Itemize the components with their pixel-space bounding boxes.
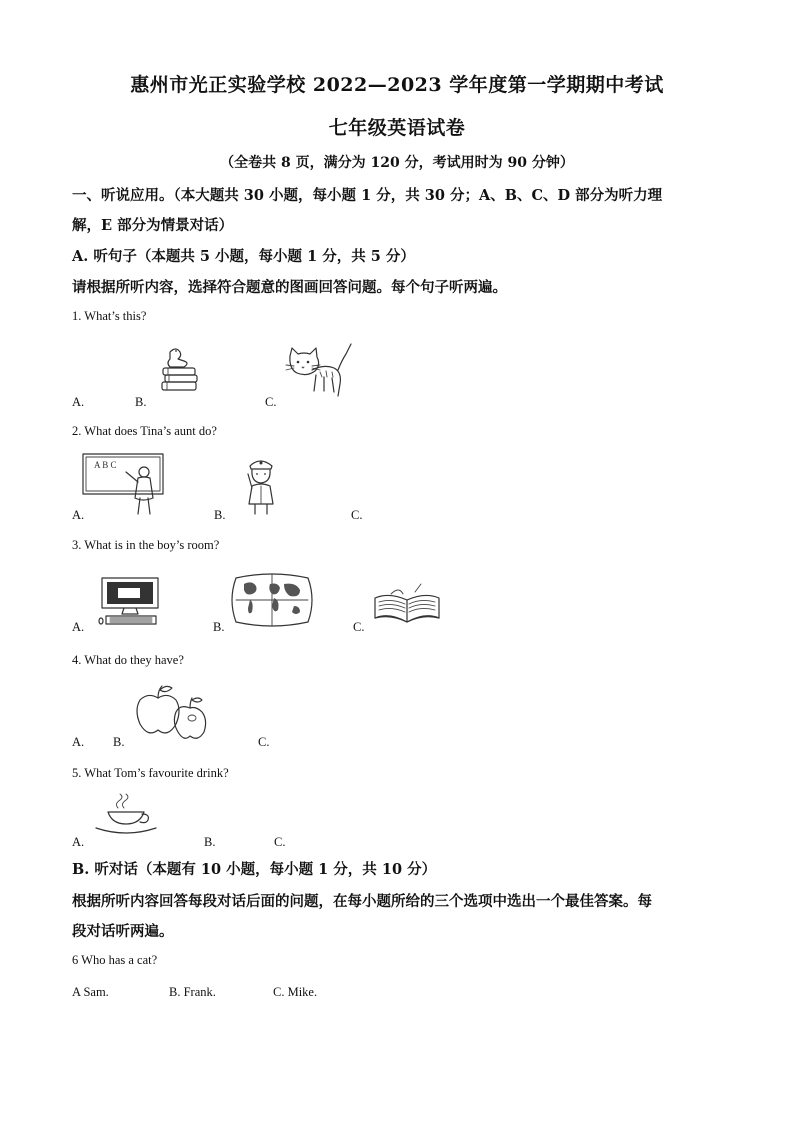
q1-option-c: C. [265, 395, 277, 409]
books-with-duck-image [160, 346, 200, 396]
q2-option-b: B. [214, 508, 226, 522]
open-book-image [371, 582, 443, 626]
q6-option-c: C. Mike. [273, 985, 318, 999]
partA-heading: A. 听句子（本题共 5 小题，每小题 1 分，共 5 分） [72, 248, 415, 265]
q3-option-a: A. [72, 620, 85, 634]
section1-heading-line1: 一、听说应用。（本大题共 30 小题，每小题 1 分，共 30 分；A、B、C、D 部分为听力理 [72, 187, 663, 204]
cup-of-tea-image [92, 794, 160, 838]
question-1: 1. What’s this? [72, 309, 147, 323]
q2-option-c: C. [351, 508, 363, 522]
question-3: 3. What is in the boy’s room? [72, 538, 220, 552]
question-4: 4. What do they have? [72, 653, 184, 667]
question-6: 6 Who has a cat? [72, 953, 158, 967]
partB-heading: B. 听对话（本题有 10 小题，每小题 1 分，共 10 分） [72, 861, 437, 878]
q4-option-b: B. [113, 735, 125, 749]
partB-instruction-line2: 段对话听两遍。 [72, 923, 174, 940]
q4-option-a: A. [72, 735, 85, 749]
question-5: 5. What Tom’s favourite drink? [72, 766, 229, 780]
q2-option-a: A. [72, 508, 85, 522]
partB-instruction-line1: 根据所听内容回答每段对话后面的问题，在每小题所给的三个选项中选出一个最佳答案。每 [72, 893, 652, 910]
section1-heading-line2: 解，E 部分为情景对话） [72, 217, 234, 234]
exam-subtitle: 七年级英语试卷 [328, 117, 466, 139]
q6-option-b: B. Frank. [169, 985, 216, 999]
exam-note: （全卷共 8 页，满分为 120 分，考试用时为 90 分钟） [220, 155, 574, 171]
partA-instruction: 请根据所听内容，选择符合题意的图画回答问题。每个句子听两遍。 [72, 279, 507, 296]
q5-option-b: B. [204, 835, 216, 849]
world-map-image [228, 572, 316, 628]
exam-title: 惠州市光正实验学校 2022—2023 学年度第一学期期中考试 [130, 74, 664, 96]
q3-option-c: C. [353, 620, 365, 634]
computer-image [98, 576, 164, 628]
cat-image [282, 342, 356, 400]
apples-image [136, 684, 214, 742]
question-2: 2. What does Tina’s aunt do? [72, 424, 217, 438]
q1-option-b: B. [135, 395, 147, 409]
svg-text:A B C: A B C [94, 460, 117, 470]
teacher-at-blackboard-image [82, 452, 168, 518]
q3-option-b: B. [213, 620, 225, 634]
q1-option-a: A. [72, 395, 85, 409]
q5-option-a: A. [72, 835, 85, 849]
q5-option-c: C. [274, 835, 286, 849]
police-officer-image [240, 456, 282, 516]
q6-option-a: A Sam. [72, 985, 109, 999]
q4-option-c: C. [258, 735, 270, 749]
